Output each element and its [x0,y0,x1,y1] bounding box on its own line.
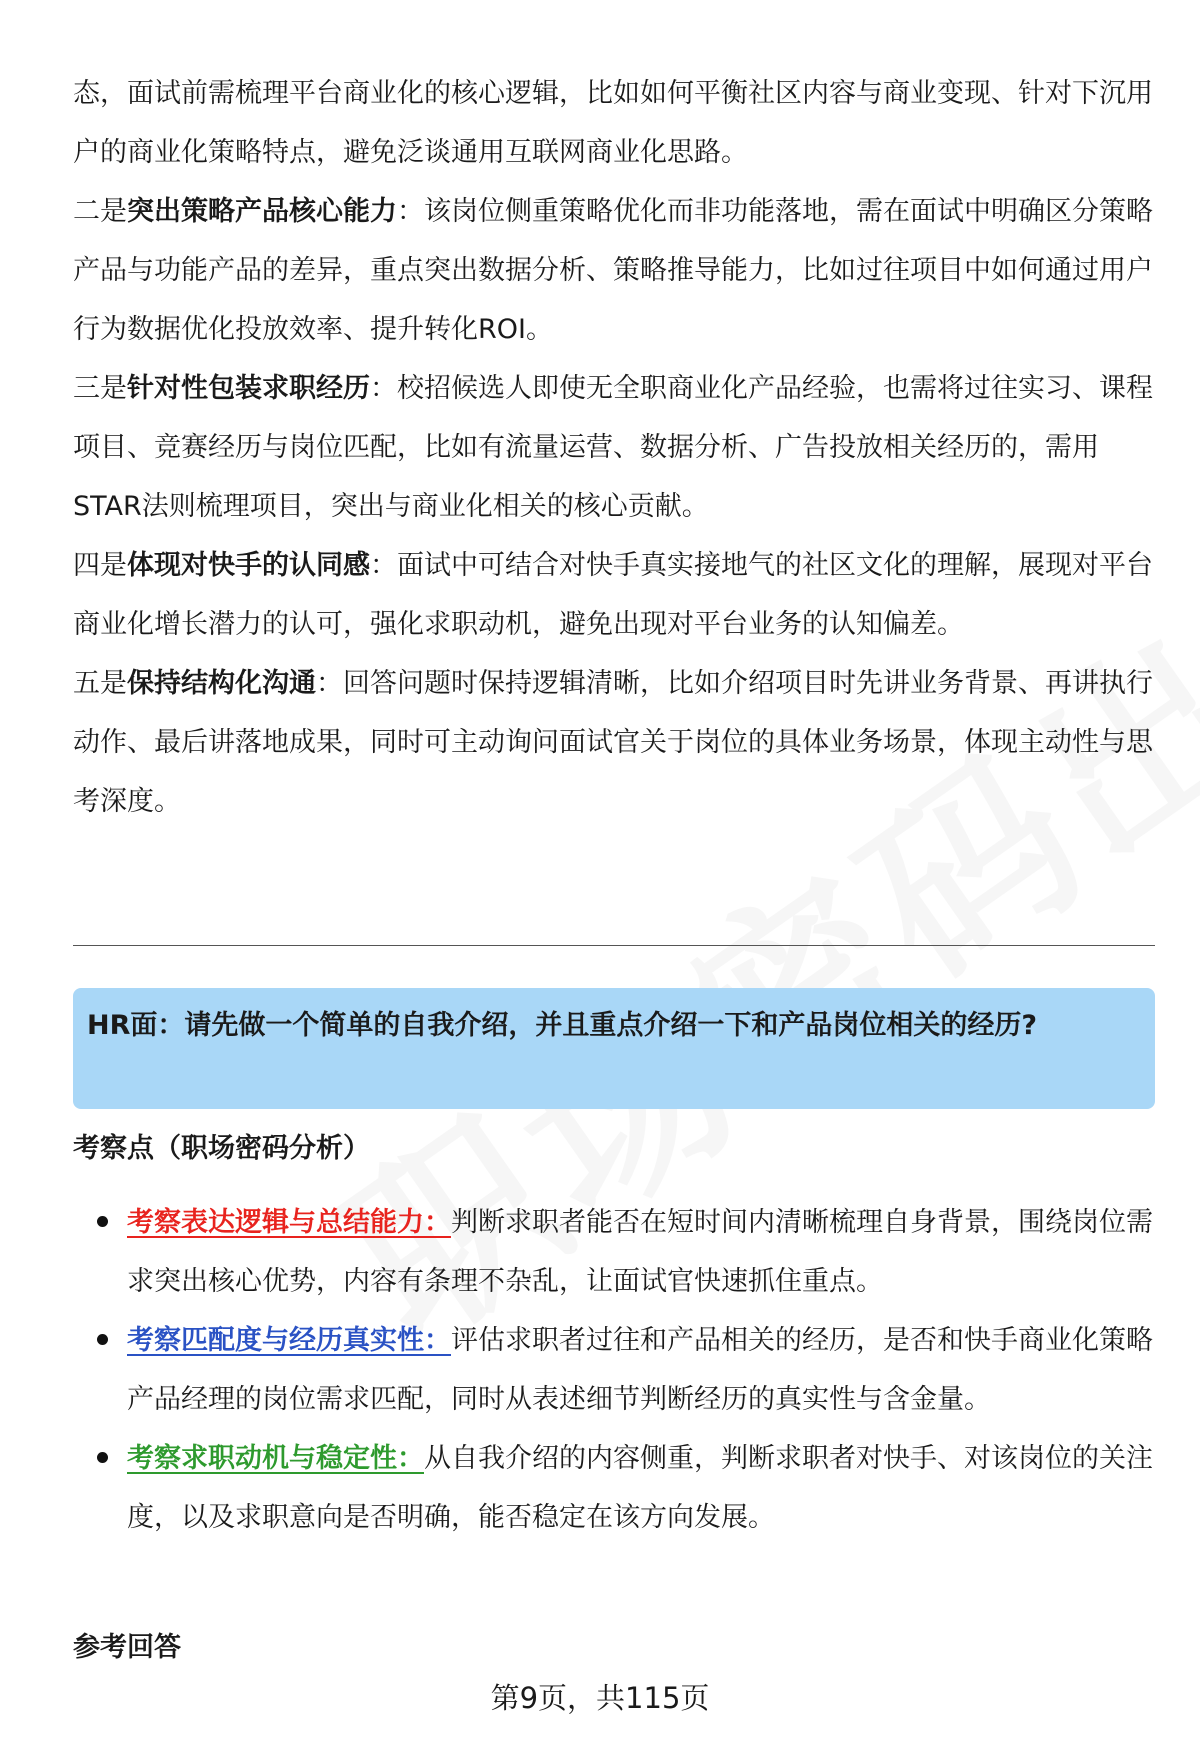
body-paragraphs [73,64,1153,831]
paragraph: 态，面试前需梳理平台商业化的核心逻辑，比如如何平衡社区内容与商业变现、针对下沉用户的商业化策略特点，避免泛谈通用互联网商业化思路。 [73,78,1153,168]
analysis-heading: 考察点（职场密码分析） [73,1133,370,1164]
answer-heading: 参考回答 [73,1632,181,1663]
list-item: 考察求职动机与稳定性：从自我介绍的内容侧重，判断求职者对快手、对该岗位的关注度，以及求职意向是否明确，能否稳定在该方向发展。 [73,1429,1155,1547]
divider [73,945,1155,946]
point-keyword: 考察求职动机与稳定性： [127,1443,424,1474]
bold-keyword: 针对性包装求职经历 [127,373,370,404]
paragraph: 三是针对性包装求职经历：校招候选人即使无全职商业化产品经验，也需将过往实习、课程项目、竞赛经历与岗位匹配，比如有流量运营、数据分析、广告投放相关经历的，需用STAR法则梳理项目，突出与商业化相关的核心贡献。 [73,373,1153,522]
bullet-icon [97,1452,108,1463]
analysis-list [73,1193,1155,1547]
bullet-icon [97,1334,108,1345]
bold-keyword: 体现对快手的认同感 [127,550,370,581]
paragraph: 四是体现对快手的认同感：面试中可结合对快手真实接地气的社区文化的理解，展现对平台商业化增长潜力的认可，强化求职动机，避免出现对平台业务的认知偏差。 [73,550,1153,640]
paragraph: 二是突出策略产品核心能力：该岗位侧重策略优化而非功能落地，需在面试中明确区分策略产品与功能产品的差异，重点突出数据分析、策略推导能力，比如过往项目中如何通过用户行为数据优化投放效率、提升转化ROI。 [73,196,1153,345]
bullet-icon [97,1216,108,1227]
point-keyword: 考察匹配度与经历真实性： [127,1325,451,1356]
page-footer: 第9页，共115页 [490,1681,710,1715]
list-item: 考察匹配度与经历真实性：评估求职者过往和产品相关的经历，是否和快手商业化策略产品经理的岗位需求匹配，同时从表述细节判断经历的真实性与含金量。 [73,1311,1155,1429]
bold-keyword: 突出策略产品核心能力 [127,196,397,227]
paragraph: 五是保持结构化沟通：回答问题时保持逻辑清晰，比如介绍项目时先讲业务背景、再讲执行动作、最后讲落地成果，同时可主动询问面试官关于岗位的具体业务场景，体现主动性与思考深度。 [73,668,1153,817]
question-text: HR面：请先做一个简单的自我介绍，并且重点介绍一下和产品岗位相关的经历? [87,1010,1038,1041]
list-item: 考察表达逻辑与总结能力：判断求职者能否在短时间内清晰梳理自身背景，围绕岗位需求突出核心优势，内容有条理不杂乱，让面试官快速抓住重点。 [73,1193,1155,1311]
point-keyword: 考察表达逻辑与总结能力： [127,1207,451,1238]
bold-keyword: 保持结构化沟通 [127,668,316,699]
question-box [73,988,1155,1109]
